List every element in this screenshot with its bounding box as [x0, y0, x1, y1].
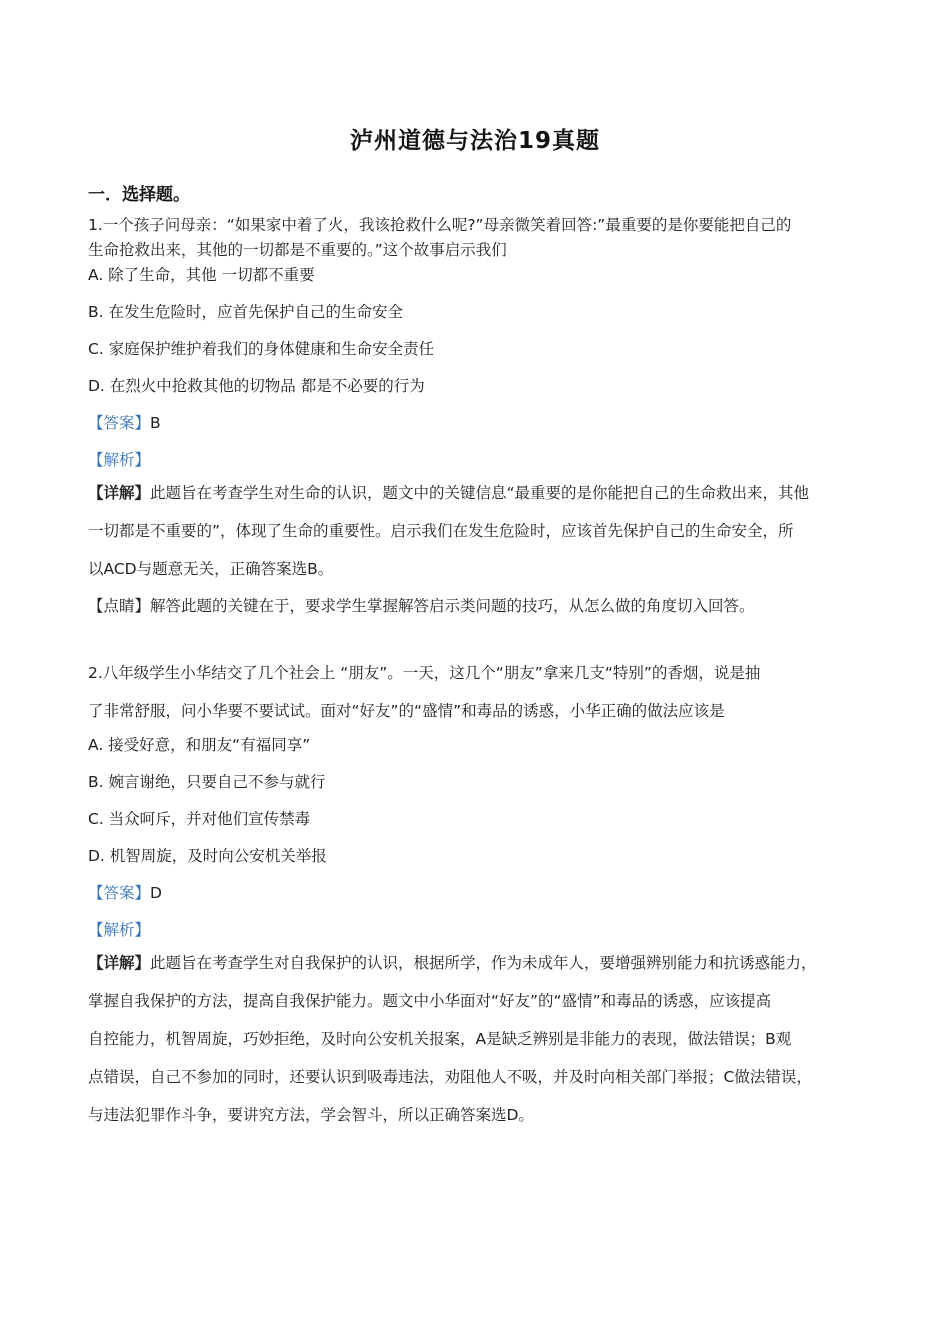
- q2-option-b: B. 婉言谢绝，只要自己不参与就行: [88, 773, 326, 791]
- q2-option-a: A. 接受好意，和朋友“有福同享”: [88, 736, 311, 754]
- answer-tag: 【答案】: [88, 884, 151, 902]
- answer-value: B: [150, 414, 161, 432]
- q2-detail-line-5: 与违法犯罪作斗争，要讲究方法，学会智斗，所以正确答案选D。: [88, 1106, 534, 1124]
- q2-analysis-tag: 【解析】: [88, 921, 151, 939]
- answer-value: D: [150, 884, 162, 902]
- q2-detail-line-1: 【详解】此题旨在考查学生对自我保护的认识，根据所学，作为未成年人，要增强辨别能力和抗诱惑能力，: [88, 954, 817, 972]
- q1-tip: 【点睛】解答此题的关键在于，要求学生掌握解答启示类问题的技巧，从怎么做的角度切入回答。: [88, 597, 755, 615]
- q2-stem-line-2: 了非常舒服，问小华要不要试试。面对“好友”的“盛情”和毒品的诱惑，小华正确的做法应该是: [88, 702, 725, 720]
- answer-tag: 【答案】: [88, 414, 151, 432]
- q1-answer: [88, 412, 161, 434]
- tip-tag: 【点睛】: [88, 597, 151, 615]
- q2-detail-line-3: 自控能力，机智周旋，巧妙拒绝，及时向公安机关报案，A是缺乏辨别是非能力的表现，做法错误；B观: [88, 1030, 792, 1048]
- q1-detail-line-3: 以ACD与题意无关，正确答案选B。: [88, 560, 334, 578]
- q2-detail-line-2: 掌握自我保护的方法，提高自我保护能力。题文中小华面对“好友”的“盛情”和毒品的诱惑，应该提高: [88, 992, 772, 1010]
- q2-option-c: C. 当众呵斥，并对他们宣传禁毒: [88, 810, 311, 828]
- q1-stem-line-2: 生命抢救出来，其他的一切都是不重要的。”这个故事启示我们: [88, 241, 507, 259]
- q1-option-b: B. 在发生危险时，应首先保护自己的生命安全: [88, 303, 403, 321]
- q2-stem-line-1: 2.八年级学生小华结交了几个社会上 “朋友”。一天，这几个“朋友”拿来几支“特别”的香烟，说是抽: [88, 664, 761, 682]
- q1-option-c: C. 家庭保护维护着我们的身体健康和生命安全责任: [88, 340, 435, 358]
- q1-option-d: D. 在烈火中抢救其他的切物品 都是不必要的行为: [88, 377, 425, 395]
- q1-stem-line-1: 1.一个孩子问母亲：“如果家中着了火，我该抢救什么呢?”母亲微笑着回答:”最重要的是你要能把自己的: [88, 216, 792, 234]
- q1-detail-line-2: 一切都是不重要的”，体现了生命的重要性。启示我们在发生危险时，应该首先保护自己的生命安全，所: [88, 522, 794, 540]
- q1-option-a: A. 除了生命，其他 一切都不重要: [88, 266, 315, 284]
- q1-detail-line-1: 【详解】此题旨在考查学生对生命的认识，题文中的关键信息“最重要的是你能把自己的生命救出来，其他: [88, 484, 810, 502]
- section-heading: 一．选择题。: [88, 185, 190, 205]
- q1-analysis-tag: 【解析】: [88, 451, 151, 469]
- q2-detail-line-4: 点错误，自己不参加的同时，还要认识到吸毒违法，劝阻他人不吸，并及时向相关部门举报；C做法错误，: [88, 1068, 812, 1086]
- page-title: 泸州道德与法治19真题: [349, 128, 600, 154]
- q2-answer: [88, 882, 162, 904]
- detail-tag: 【详解】: [88, 484, 151, 502]
- q2-option-d: D. 机智周旋，及时向公安机关举报: [88, 847, 327, 865]
- detail-tag: 【详解】: [88, 954, 151, 972]
